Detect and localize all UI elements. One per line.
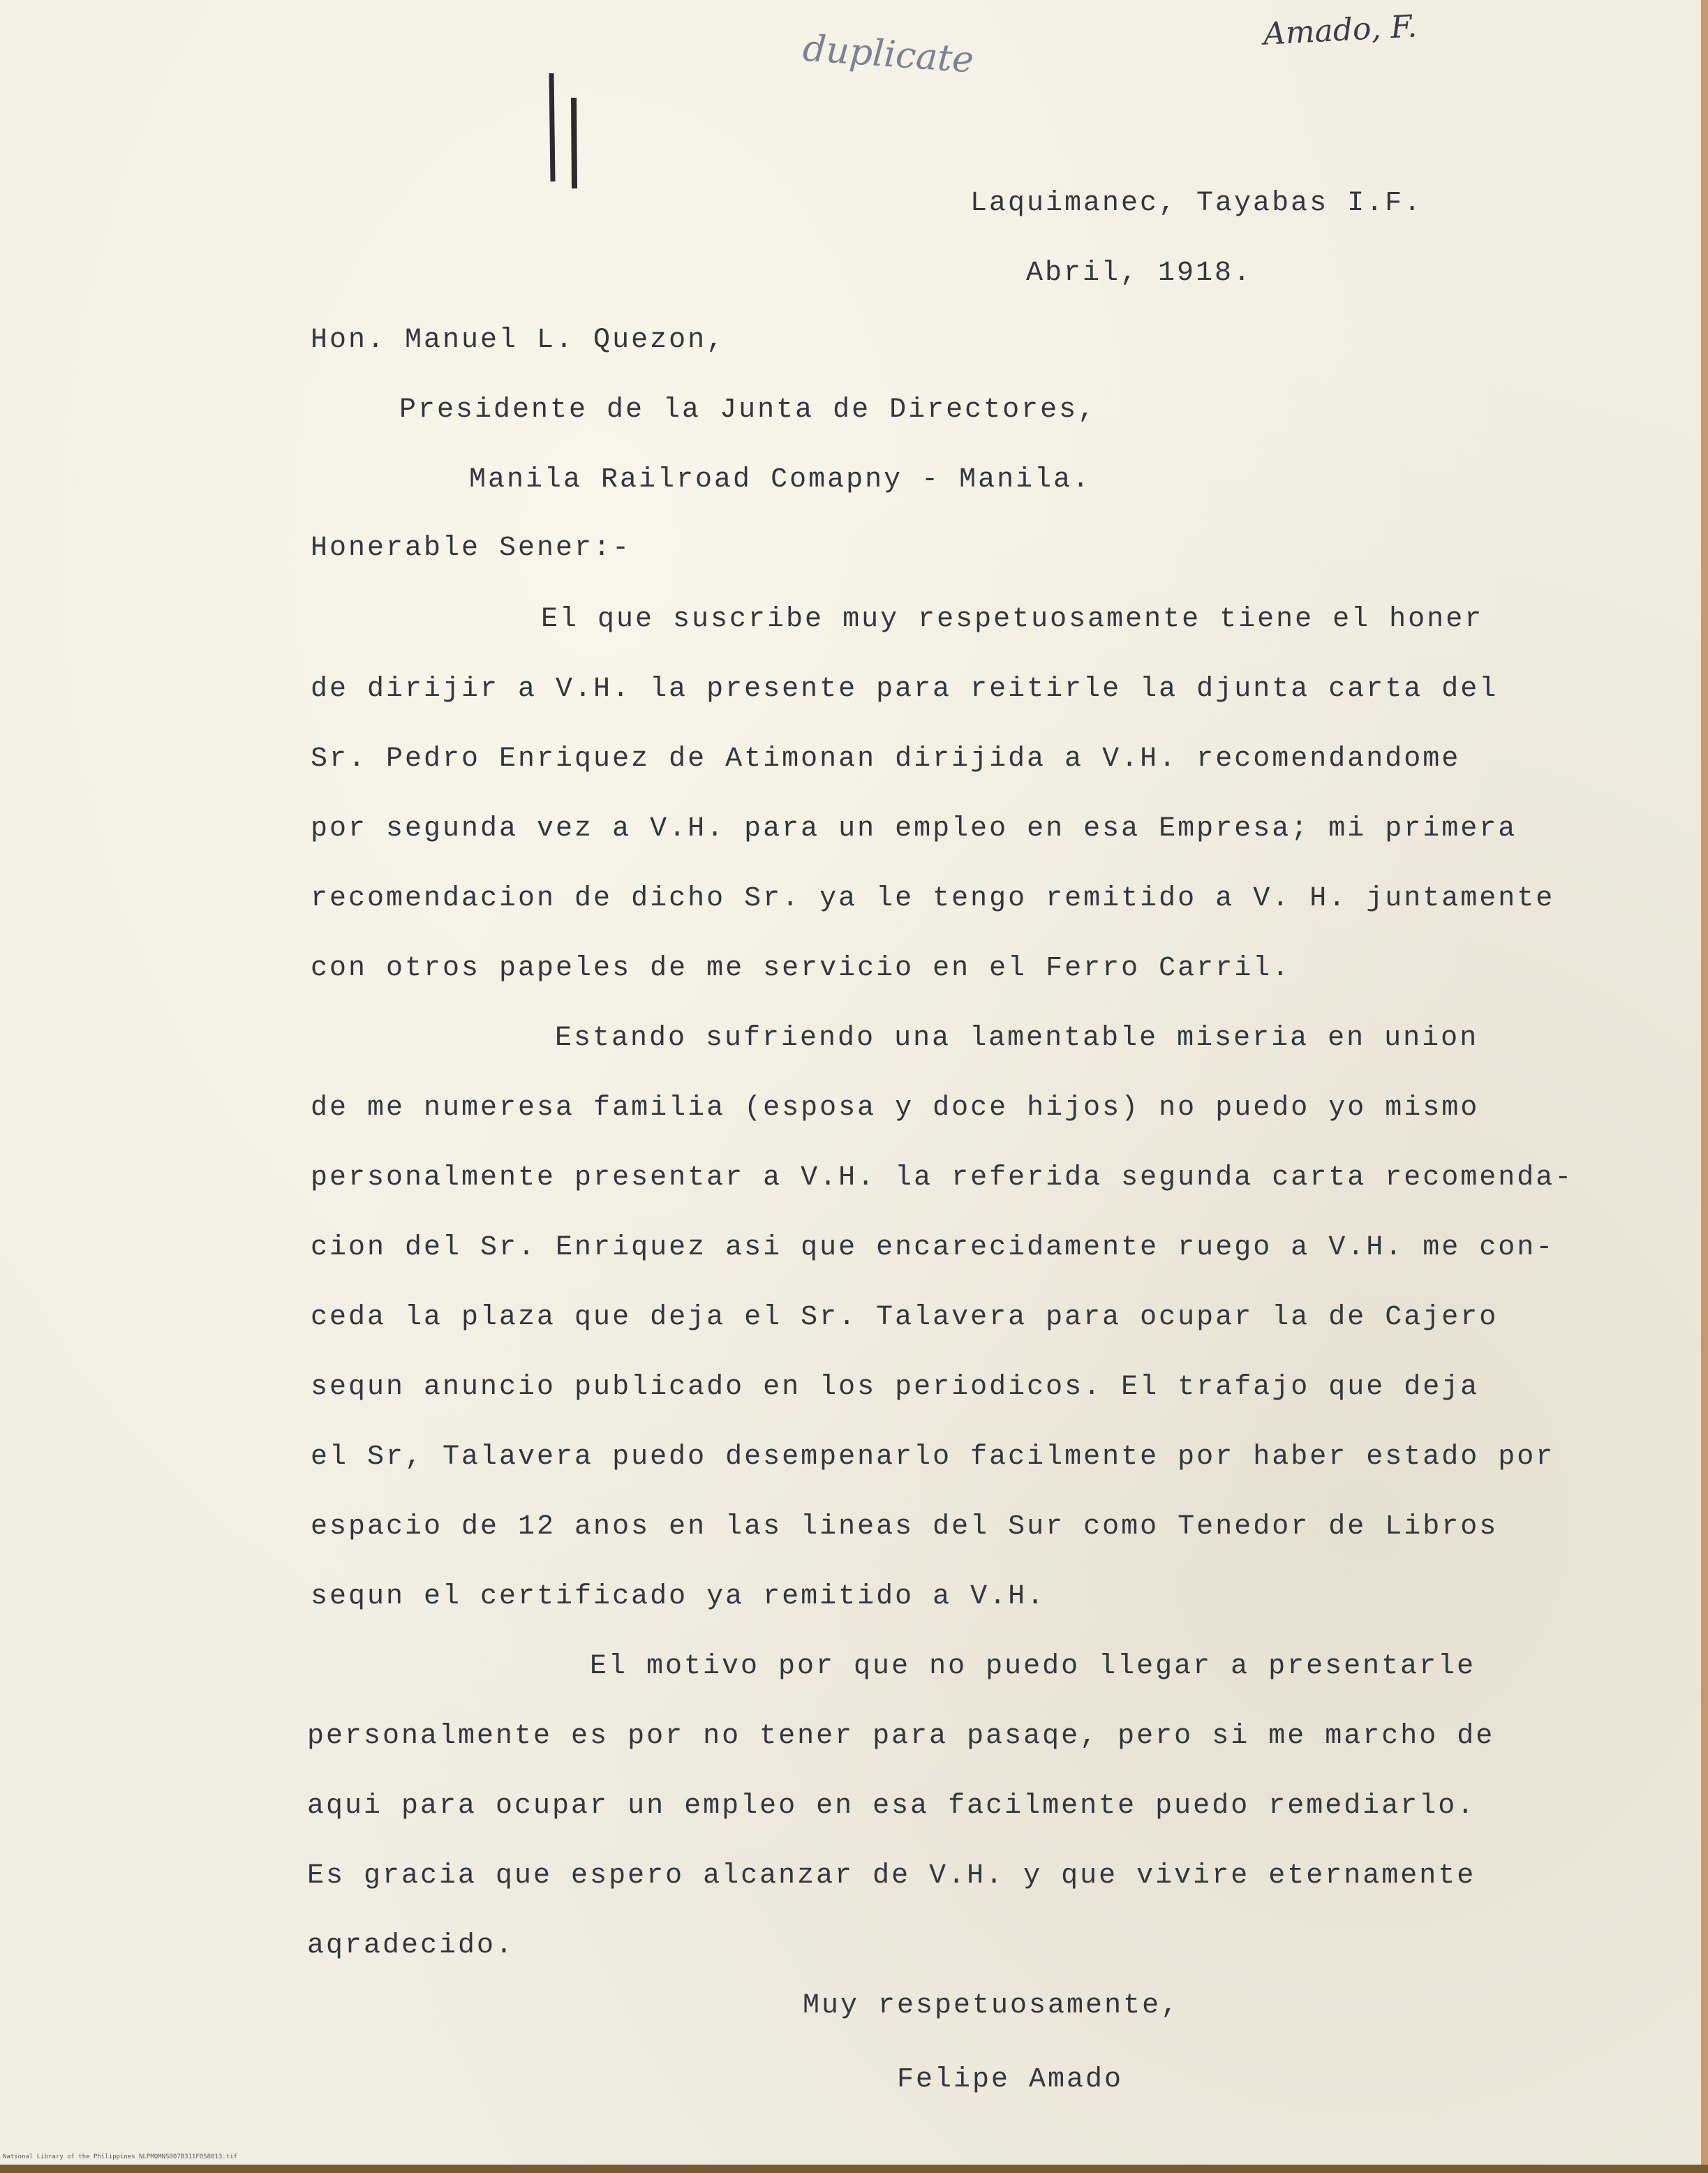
body-line: Es gracia que espero alcanzar de V.H. y que vivire eternamente: [307, 1860, 1476, 1892]
body-line: El motivo por que no puedo llegar a presentarle: [590, 1651, 1476, 1682]
body-line: personalmente es por no tener para pasaqe, pero si me marcho de: [307, 1721, 1495, 1752]
body-line: ceda la plaza que deja el Sr. Talavera para ocupar la de Cajero: [311, 1302, 1499, 1333]
body-line: espacio de 12 anos en las lineas del Sur como Tenedor de Libros: [311, 1511, 1499, 1543]
body-line: sequn anuncio publicado en los periodicos. El trafajo que deja: [311, 1372, 1480, 1403]
signature: Felipe Amado: [897, 2064, 1124, 2096]
paper-edge-right: [1701, 0, 1708, 2173]
body-line: aqui para ocupar un empleo en esa facilmente puedo remediarlo.: [307, 1790, 1476, 1822]
handwritten-name-annotation: Amado, F.: [1262, 8, 1418, 52]
body-line: personalmente presentar a V.H. la referida segunda carta recomenda-: [311, 1162, 1574, 1194]
letter-date: Abril, 1918.: [1026, 258, 1253, 289]
pencil-annotation: duplicate: [801, 27, 975, 82]
archive-stamp: National Library of the Philippines NLPMQMNS007B311F058013.tif: [3, 2153, 237, 2160]
body-line: Sr. Pedro Enriquez de Atimonan dirijida a V.H. recomendandome: [311, 743, 1461, 775]
ink-marks: [544, 70, 586, 195]
body-line: con otros papeles de me servicio en el Ferro Carril.: [311, 953, 1291, 984]
recipient-company: Manila Railroad Comapny - Manila.: [469, 464, 1092, 496]
body-line: el Sr, Talavera puedo desempenarlo facilmente por haber estado por: [311, 1441, 1555, 1473]
body-line: cion del Sr. Enriquez asi que encarecidamente ruego a V.H. me con-: [311, 1232, 1555, 1263]
body-line: sequn el certificado ya remitido a V.H.: [311, 1581, 1046, 1612]
closing: Muy respetuosamente,: [803, 1990, 1180, 2022]
body-line: Estando sufriendo una lamentable miseria en union: [555, 1023, 1479, 1054]
recipient-name: Hon. Manuel L. Quezon,: [311, 325, 726, 356]
body-line: aqradecido.: [307, 1930, 515, 1961]
body-line: El que suscribe muy respetuosamente tiene el honer: [541, 604, 1484, 635]
salutation: Honerable Sener:-: [311, 533, 632, 564]
recipient-title: Presidente de la Junta de Directores,: [399, 394, 1097, 426]
body-line: por segunda vez a V.H. para un empleo en esa Empresa; mi primera: [311, 813, 1517, 845]
body-line: de dirijir a V.H. la presente para reitirle la djunta carta del: [311, 674, 1499, 705]
paper-edge-bottom: [0, 2165, 1708, 2173]
body-line: recomendacion de dicho Sr. ya le tengo remitido a V. H. juntamente: [311, 883, 1555, 914]
body-line: de me numeresa familia (esposa y doce hijos) no puedo yo mismo: [311, 1092, 1480, 1124]
letter-place: Laquimanec, Tayabas I.F.: [970, 188, 1423, 219]
